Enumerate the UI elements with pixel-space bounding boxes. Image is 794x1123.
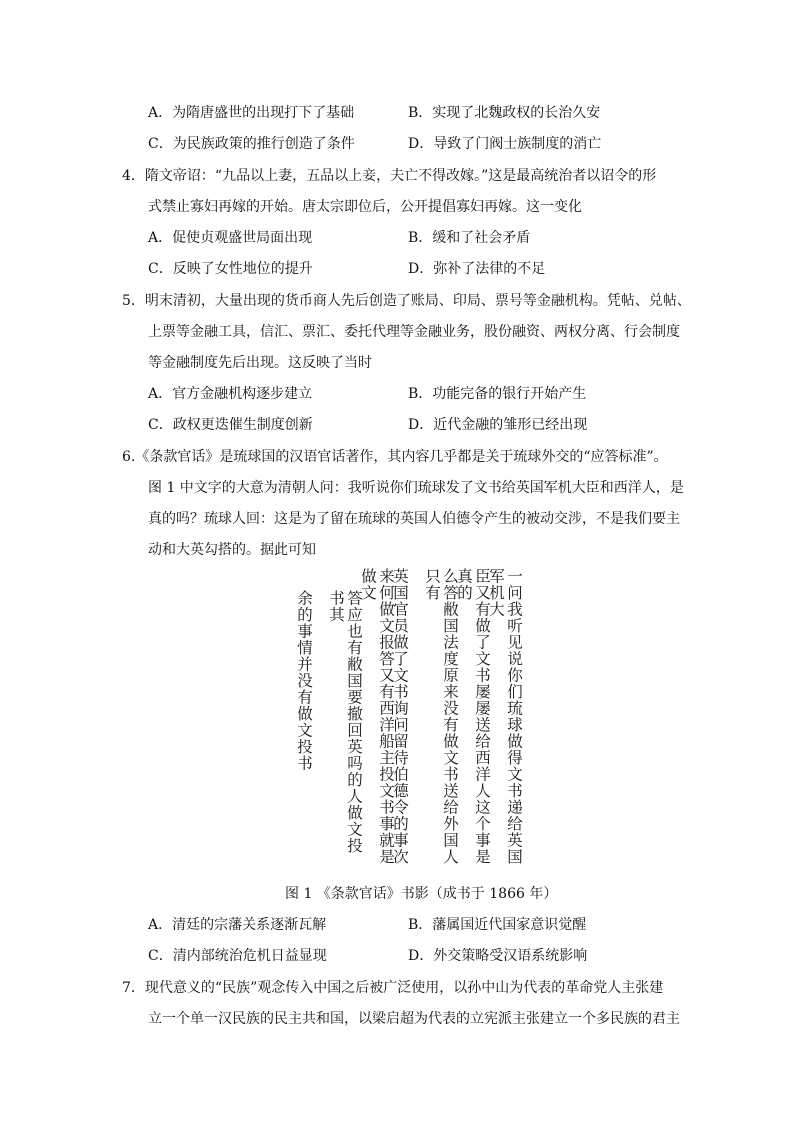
q4-option-b: B．缓和了社会矛盾 bbox=[408, 230, 531, 246]
q4-stem-line2: 式禁止寡妇再嫁的开始。唐太宗即位后，公开提倡寡妇再嫁。这一变化 bbox=[148, 199, 582, 215]
q6-stem-line3: 真的吗？琉球人回：这是为了留在琉球的英国人伯德令产生的被动交涉，不是我们要主 bbox=[148, 511, 680, 527]
q6-stem-line1: 6.《条款官话》是琉球国的汉语官话著作，其内容几乎都是关于琉球外交的“应答标准”。 bbox=[122, 449, 668, 465]
q6-option-a: A．清廷的宗藩关系逐渐瓦解 bbox=[148, 917, 327, 933]
figure-caption: 图 1 《条款官话》书影（成书于 1866 年） bbox=[285, 886, 558, 902]
q5-option-a: A．官方金融机构逐步建立 bbox=[148, 386, 313, 402]
figure-column-4: 英国官员做了文书询问留待伯德令的事次 bbox=[391, 568, 409, 865]
figure-column-3: 么答敝国法度原来没有做文书送给外国人只有 bbox=[423, 568, 459, 865]
q6-option-b: B．藩属国近代国家意识觉醒 bbox=[408, 917, 587, 933]
figure-column-2: 臣又有做了文书屡屡送给西洋人这个事是真的 bbox=[455, 568, 491, 865]
q6-option-c: C．清内部统治危机日益显现 bbox=[148, 948, 327, 964]
q4-stem-line1: 4．隋文帝诏：“九品以上妻，五品以上妾，夫亡不得改嫁。”这是最高统治者以诏令的形 bbox=[122, 168, 657, 184]
q3-option-d: D．导致了门阀士族制度的消亡 bbox=[408, 136, 602, 152]
figure-column-5: 来何做文报答又有西洋船主投文书事就是做文 bbox=[359, 568, 395, 865]
q4-option-a: A．促使贞观盛世局面出现 bbox=[148, 230, 313, 246]
q6-stem-line4: 动和大英勾搭的。据此可知 bbox=[148, 542, 316, 558]
q6-stem-line2: 图 1 中文字的大意为清朝人问：我听说你们琉球发了文书给英国军机大臣和西洋人，是 bbox=[148, 480, 684, 496]
q3-option-c: C．为民族政策的推行创造了条件 bbox=[148, 136, 355, 152]
figure-column-1: 一问我听见说你们琉球做得文书递给英国军机大 bbox=[487, 568, 523, 865]
q5-option-b: B．功能完备的银行开始产生 bbox=[408, 386, 587, 402]
q6-option-d: D．外交策略受汉语系统影响 bbox=[408, 948, 588, 964]
figure-book-page bbox=[285, 568, 523, 868]
q5-option-d: D．近代金融的雏形已经出现 bbox=[408, 417, 588, 433]
q3-option-b: B．实现了北魏政权的长治久安 bbox=[408, 105, 601, 121]
q4-option-d: D．弥补了法律的不足 bbox=[408, 261, 546, 277]
q5-stem-line1: 5．明末清初，大量出现的货币商人先后创造了账局、印局、票号等金融机构。凭帖、兑帖、 bbox=[122, 293, 691, 309]
q7-stem-line2: 立一个单一汉民族的民主共和国，以梁启超为代表的立宪派主张建立一个多民族的君主 bbox=[148, 1011, 680, 1027]
q4-option-c: C．反映了女性地位的提升 bbox=[148, 261, 313, 277]
figure-column-6: 答应也有敝国要撤回英吗的人做文投书其 bbox=[327, 590, 363, 854]
q5-option-c: C．政权更迭催生制度创新 bbox=[148, 417, 313, 433]
q5-stem-line2: 上票等金融工具，信汇、票汇、委托代理等金融业务，股份融资、两权分离、行会制度 bbox=[148, 324, 680, 340]
q3-option-a: A．为隋唐盛世的出现打下了基础 bbox=[148, 105, 355, 121]
figure-column-7: 余的事情并没有做文投书 bbox=[295, 590, 313, 772]
q5-stem-line3: 等金融制度先后出现。这反映了当时 bbox=[148, 355, 372, 371]
q7-stem-line1: 7．现代意义的“民族”观念传入中国之后被广泛使用，以孙中山为代表的革命党人主张建 bbox=[122, 980, 664, 996]
